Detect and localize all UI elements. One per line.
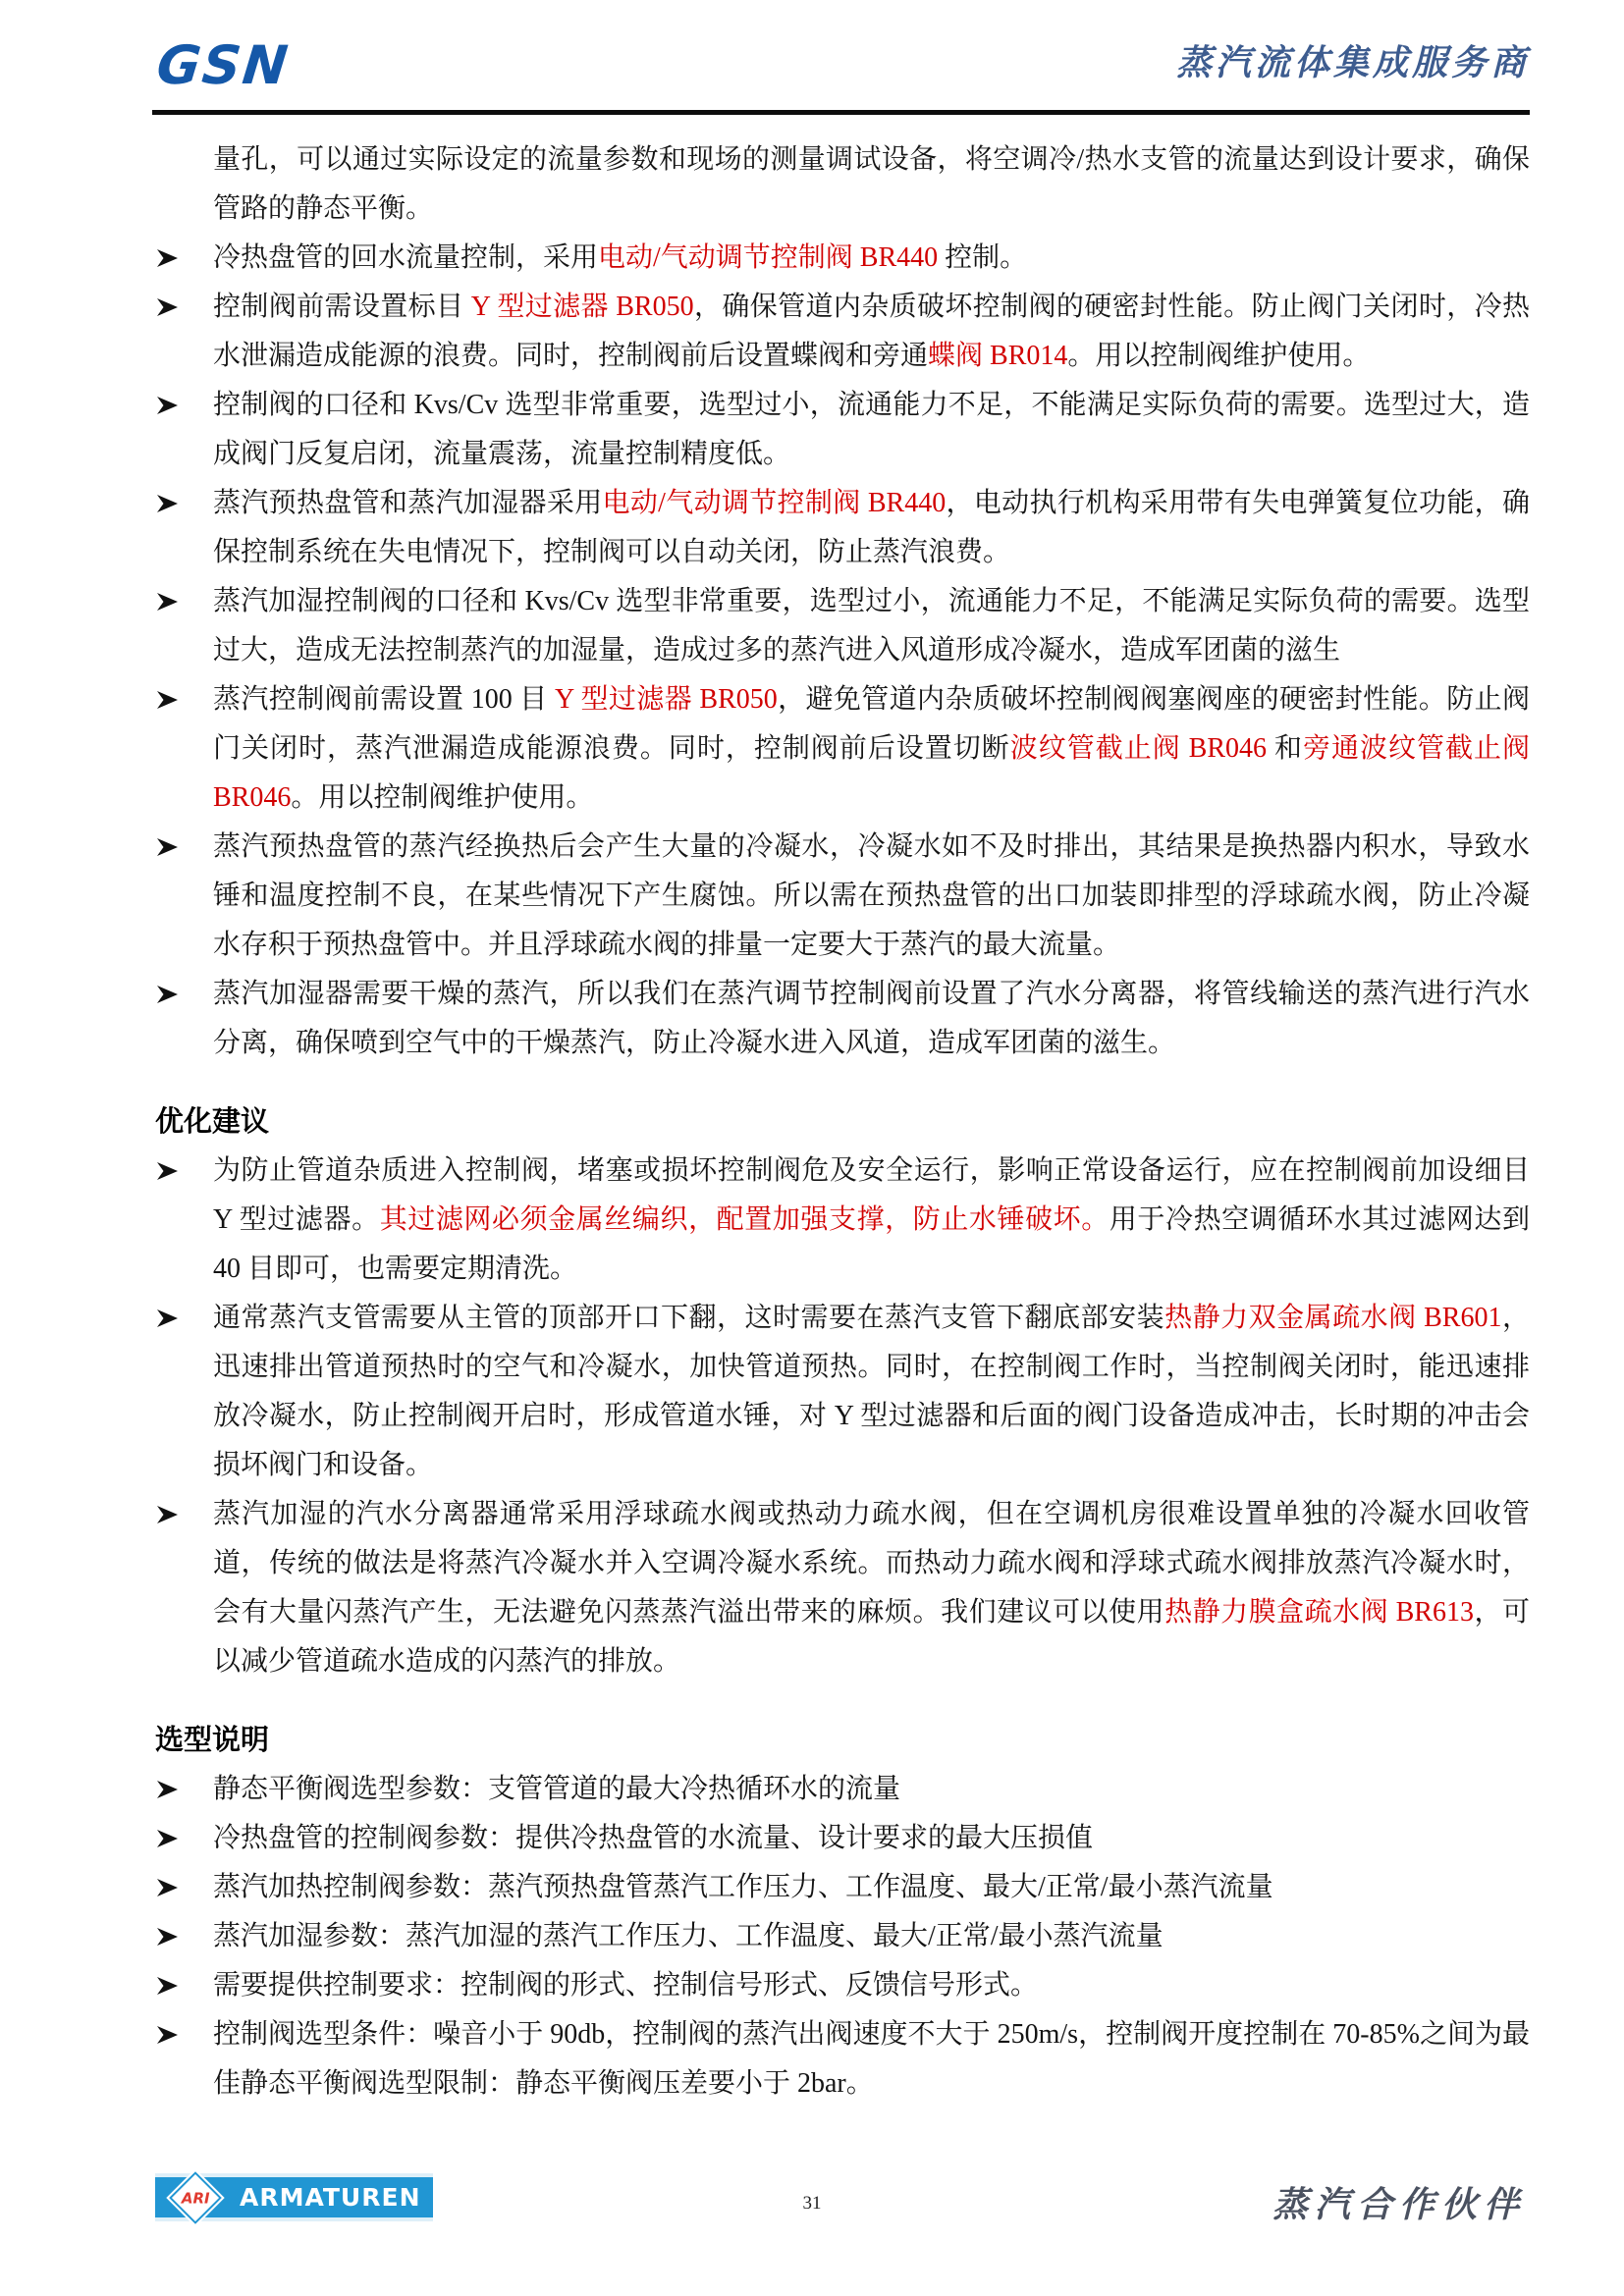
body-text: 蒸汽控制阀前需设置 100 目	[213, 684, 555, 715]
section-heading-optimization: 优化建议	[155, 1106, 270, 1138]
bullet-arrow-icon	[156, 2023, 180, 2047]
bullet-arrow-icon	[156, 1876, 180, 1899]
bullet-text	[213, 1872, 1273, 1902]
main-bullet-list	[213, 234, 1530, 1068]
highlight-red-text: Y 型过滤器 BR050	[554, 684, 778, 715]
body-text: 蒸汽加湿控制阀的口径和 Kvs/Cv 选型非常重要，选型过小，流通能力不足，不能满足实际负荷的需要。选型过大，造成无法控制蒸汽的加湿量，造成过多的蒸汽进入风道形成冷凝水，造成军团菌的滋生	[213, 586, 1530, 666]
bullet-text	[213, 390, 1530, 469]
optimization-bullet-list	[213, 1147, 1530, 1686]
body-text: 。用以控制阀维护使用。	[291, 782, 594, 813]
bullet-item	[213, 479, 1530, 577]
body-text: 通常蒸汽支管需要从主管的顶部开口下翻，这时需要在蒸汽支管下翻底部安装	[213, 1303, 1165, 1333]
bullet-text	[213, 1823, 1093, 1853]
bullet-item	[213, 1912, 1530, 1961]
body-text: 需要提供控制要求：控制阀的形式、控制信号形式、反馈信号形式。	[213, 1970, 1039, 2001]
bullet-arrow-icon	[156, 1307, 180, 1330]
bullet-item	[213, 2010, 1530, 2109]
body-text: 量孔，可以通过实际设定的流量参数和现场的测量调试设备，将空调冷/热水支管的流量达到设计要求，确保管路的静态平衡。	[213, 144, 1530, 224]
bullet-text	[213, 488, 1530, 567]
bullet-text	[213, 684, 1530, 813]
body-text: 蒸汽预热盘管的蒸汽经换热后会产生大量的冷凝水，冷凝水如不及时排出，其结果是换热器内积水，导致水锤和温度控制不良，在某些情况下产生腐蚀。所以需在预热盘管的出口加装即排型的浮球疏水阀，防止冷凝水存积于预热盘管中。并且浮球疏水阀的排量一定要大于蒸汽的最大流量。	[213, 831, 1530, 960]
body-text: 蒸汽预热盘管和蒸汽加湿器采用	[213, 488, 603, 518]
bullet-text	[213, 292, 1530, 371]
bullet-text	[213, 1970, 1038, 2001]
selection-bullet-list	[213, 1765, 1530, 2109]
bullet-item	[213, 234, 1530, 283]
bullet-arrow-icon	[156, 688, 180, 712]
bullet-item	[213, 1863, 1530, 1912]
bullet-arrow-icon	[156, 1503, 180, 1526]
highlight-red-text: 蝶阀 BR014	[928, 341, 1068, 371]
bullet-text	[213, 242, 1027, 273]
header-tagline: 蒸汽流体集成服务商	[1175, 42, 1530, 83]
bullet-arrow-icon	[156, 394, 180, 417]
body-text: 冷热盘管的回水流量控制，采用	[213, 242, 599, 273]
body-text: 为防止管道杂质进入控制阀，堵塞或损坏控制阀危及安全运行，影响正常设备运行，应在控制阀前加设细目 Y 型过滤器。	[213, 1155, 1530, 1235]
document-content	[155, 135, 1530, 2109]
highlight-red-text: 其过滤网必须金属丝编织，配置加强支撑，防止水锤破坏。	[379, 1204, 1110, 1235]
bullet-arrow-icon	[156, 835, 180, 859]
highlight-red-text: Y 型过滤器 BR050	[470, 292, 694, 322]
bullet-item	[213, 1147, 1530, 1294]
bullet-text	[213, 1774, 900, 1804]
highlight-red-text: 热静力双金属疏水阀 BR601	[1164, 1303, 1502, 1333]
bullet-text	[213, 979, 1530, 1058]
bullet-text	[213, 586, 1530, 666]
footer-tagline: 蒸汽合作伙伴	[1272, 2184, 1526, 2225]
bullet-text	[213, 1921, 1164, 1951]
bullet-arrow-icon	[156, 1778, 180, 1801]
bullet-arrow-icon	[156, 1925, 180, 1949]
bullet-item	[213, 1765, 1530, 1814]
body-text: 。用以控制阀维护使用。	[1067, 341, 1371, 371]
bullet-arrow-icon	[156, 983, 180, 1006]
bullet-arrow-icon	[156, 590, 180, 614]
ari-logo-text: ARI	[181, 2188, 210, 2207]
body-text: 静态平衡阀选型参数：支管管道的最大冷热循环水的流量	[213, 1774, 901, 1804]
highlight-red-text: 旁通波纹管截止阀 BR046	[213, 733, 1530, 813]
highlight-red-text: 热静力膜盒疏水阀 BR613	[1164, 1597, 1474, 1628]
bullet-arrow-icon	[156, 1159, 180, 1183]
bullet-arrow-icon	[156, 492, 180, 515]
bullet-item	[213, 283, 1530, 381]
body-text: 控制。	[938, 242, 1028, 273]
body-text: 控制阀前需设置标目	[213, 292, 471, 322]
bullet-item	[213, 1814, 1530, 1863]
page-number: 31	[802, 2193, 822, 2214]
bullet-item	[213, 970, 1530, 1068]
bullet-item	[213, 675, 1530, 823]
bullet-arrow-icon	[156, 246, 180, 270]
bullet-item	[213, 1961, 1530, 2010]
body-text: ，可以减少管道疏水造成的闪蒸汽的排放。	[213, 1597, 1530, 1677]
section-heading-selection: 选型说明	[155, 1725, 270, 1756]
body-text: 蒸汽加湿器需要干燥的蒸汽，所以我们在蒸汽调节控制阀前设置了汽水分离器，将管线输送的蒸汽进行汽水分离，确保喷到空气中的干燥蒸汽，防止冷凝水进入风道，造成军团菌的滋生。	[213, 979, 1530, 1058]
highlight-red-text: 电动/气动调节控制阀 BR440	[602, 488, 947, 518]
bullet-item	[213, 381, 1530, 479]
body-text: 用于冷热空调循环水其过滤网达到 40 目即可，也需要定期清洗。	[213, 1204, 1530, 1284]
bullet-text	[213, 1499, 1530, 1677]
body-text: ，电动执行机构采用带有失电弹簧复位功能，确保控制系统在失电情况下，控制阀可以自动关闭，防止蒸汽浪费。	[213, 488, 1530, 567]
gsn-logo: GSN	[153, 34, 293, 96]
bullet-text	[213, 1155, 1530, 1284]
bullet-item	[213, 577, 1530, 675]
bullet-arrow-icon	[156, 1827, 180, 1850]
bullet-arrow-icon	[156, 1974, 180, 1998]
body-text: 蒸汽加湿的汽水分离器通常采用浮球疏水阀或热动力疏水阀，但在空调机房很难设置单独的冷凝水回收管道，传统的做法是将蒸汽冷凝水并入空调冷凝水系统。而热动力疏水阀和浮球式疏水阀排放蒸汽冷凝水时，会有大量闪蒸汽产生，无法避免闪蒸蒸汽溢出带来的麻烦。我们建议可以使用	[213, 1499, 1530, 1628]
bullet-text	[213, 831, 1530, 960]
body-text: 蒸汽加热控制阀参数：蒸汽预热盘管蒸汽工作压力、工作温度、最大/正常/最小蒸汽流量	[213, 1872, 1273, 1902]
armaturen-logo-text: ARMATUREN	[240, 2183, 421, 2212]
body-text: 控制阀选型条件：噪音小于 90db，控制阀的蒸汽出阀速度不大于 250m/s，控制阀开度控制在 70-85%之间为最佳静态平衡阀选型限制：静态平衡阀压差要小于 2bar。	[213, 2019, 1530, 2099]
opening-paragraph	[213, 135, 1530, 234]
highlight-red-text: 波纹管截止阀 BR046	[1009, 733, 1268, 764]
body-text: 控制阀的口径和 Kvs/Cv 选型非常重要，选型过小，流通能力不足，不能满足实际负荷的需要。选型过大，造成阀门反复启闭，流量震荡，流量控制精度低。	[213, 390, 1530, 469]
bullet-text	[213, 1303, 1530, 1480]
body-text: ，迅速排出管道预热时的空气和冷凝水，加快管道预热。同时，在控制阀工作时，当控制阀关闭时，能迅速排放冷凝水，防止控制阀开启时，形成管道水锤，对 Y 型过滤器和后面的阀门设备造成冲击，长时期的冲击会损坏阀门和设备。	[213, 1303, 1530, 1480]
body-text: 蒸汽加湿参数：蒸汽加湿的蒸汽工作压力、工作温度、最大/正常/最小蒸汽流量	[213, 1921, 1164, 1951]
body-text: ，避免管道内杂质破坏控制阀阀塞阀座的硬密封性能。防止阀门关闭时，蒸汽泄漏造成能源浪费。同时，控制阀前后设置切断	[213, 684, 1530, 764]
body-text: ，确保管道内杂质破坏控制阀的硬密封性能。防止阀门关闭时，冷热水泄漏造成能源的浪费。同时，控制阀前后设置蝶阀和旁通	[213, 292, 1530, 371]
body-text: 冷热盘管的控制阀参数：提供冷热盘管的水流量、设计要求的最大压损值	[213, 1823, 1094, 1853]
bullet-arrow-icon	[156, 295, 180, 319]
bullet-item	[213, 823, 1530, 970]
bullet-text	[213, 2019, 1530, 2099]
bullet-item	[213, 1294, 1530, 1490]
highlight-red-text: 电动/气动调节控制阀 BR440	[598, 242, 939, 273]
bullet-item	[213, 1490, 1530, 1686]
body-text: 和	[1267, 733, 1304, 764]
header-divider	[152, 110, 1530, 115]
